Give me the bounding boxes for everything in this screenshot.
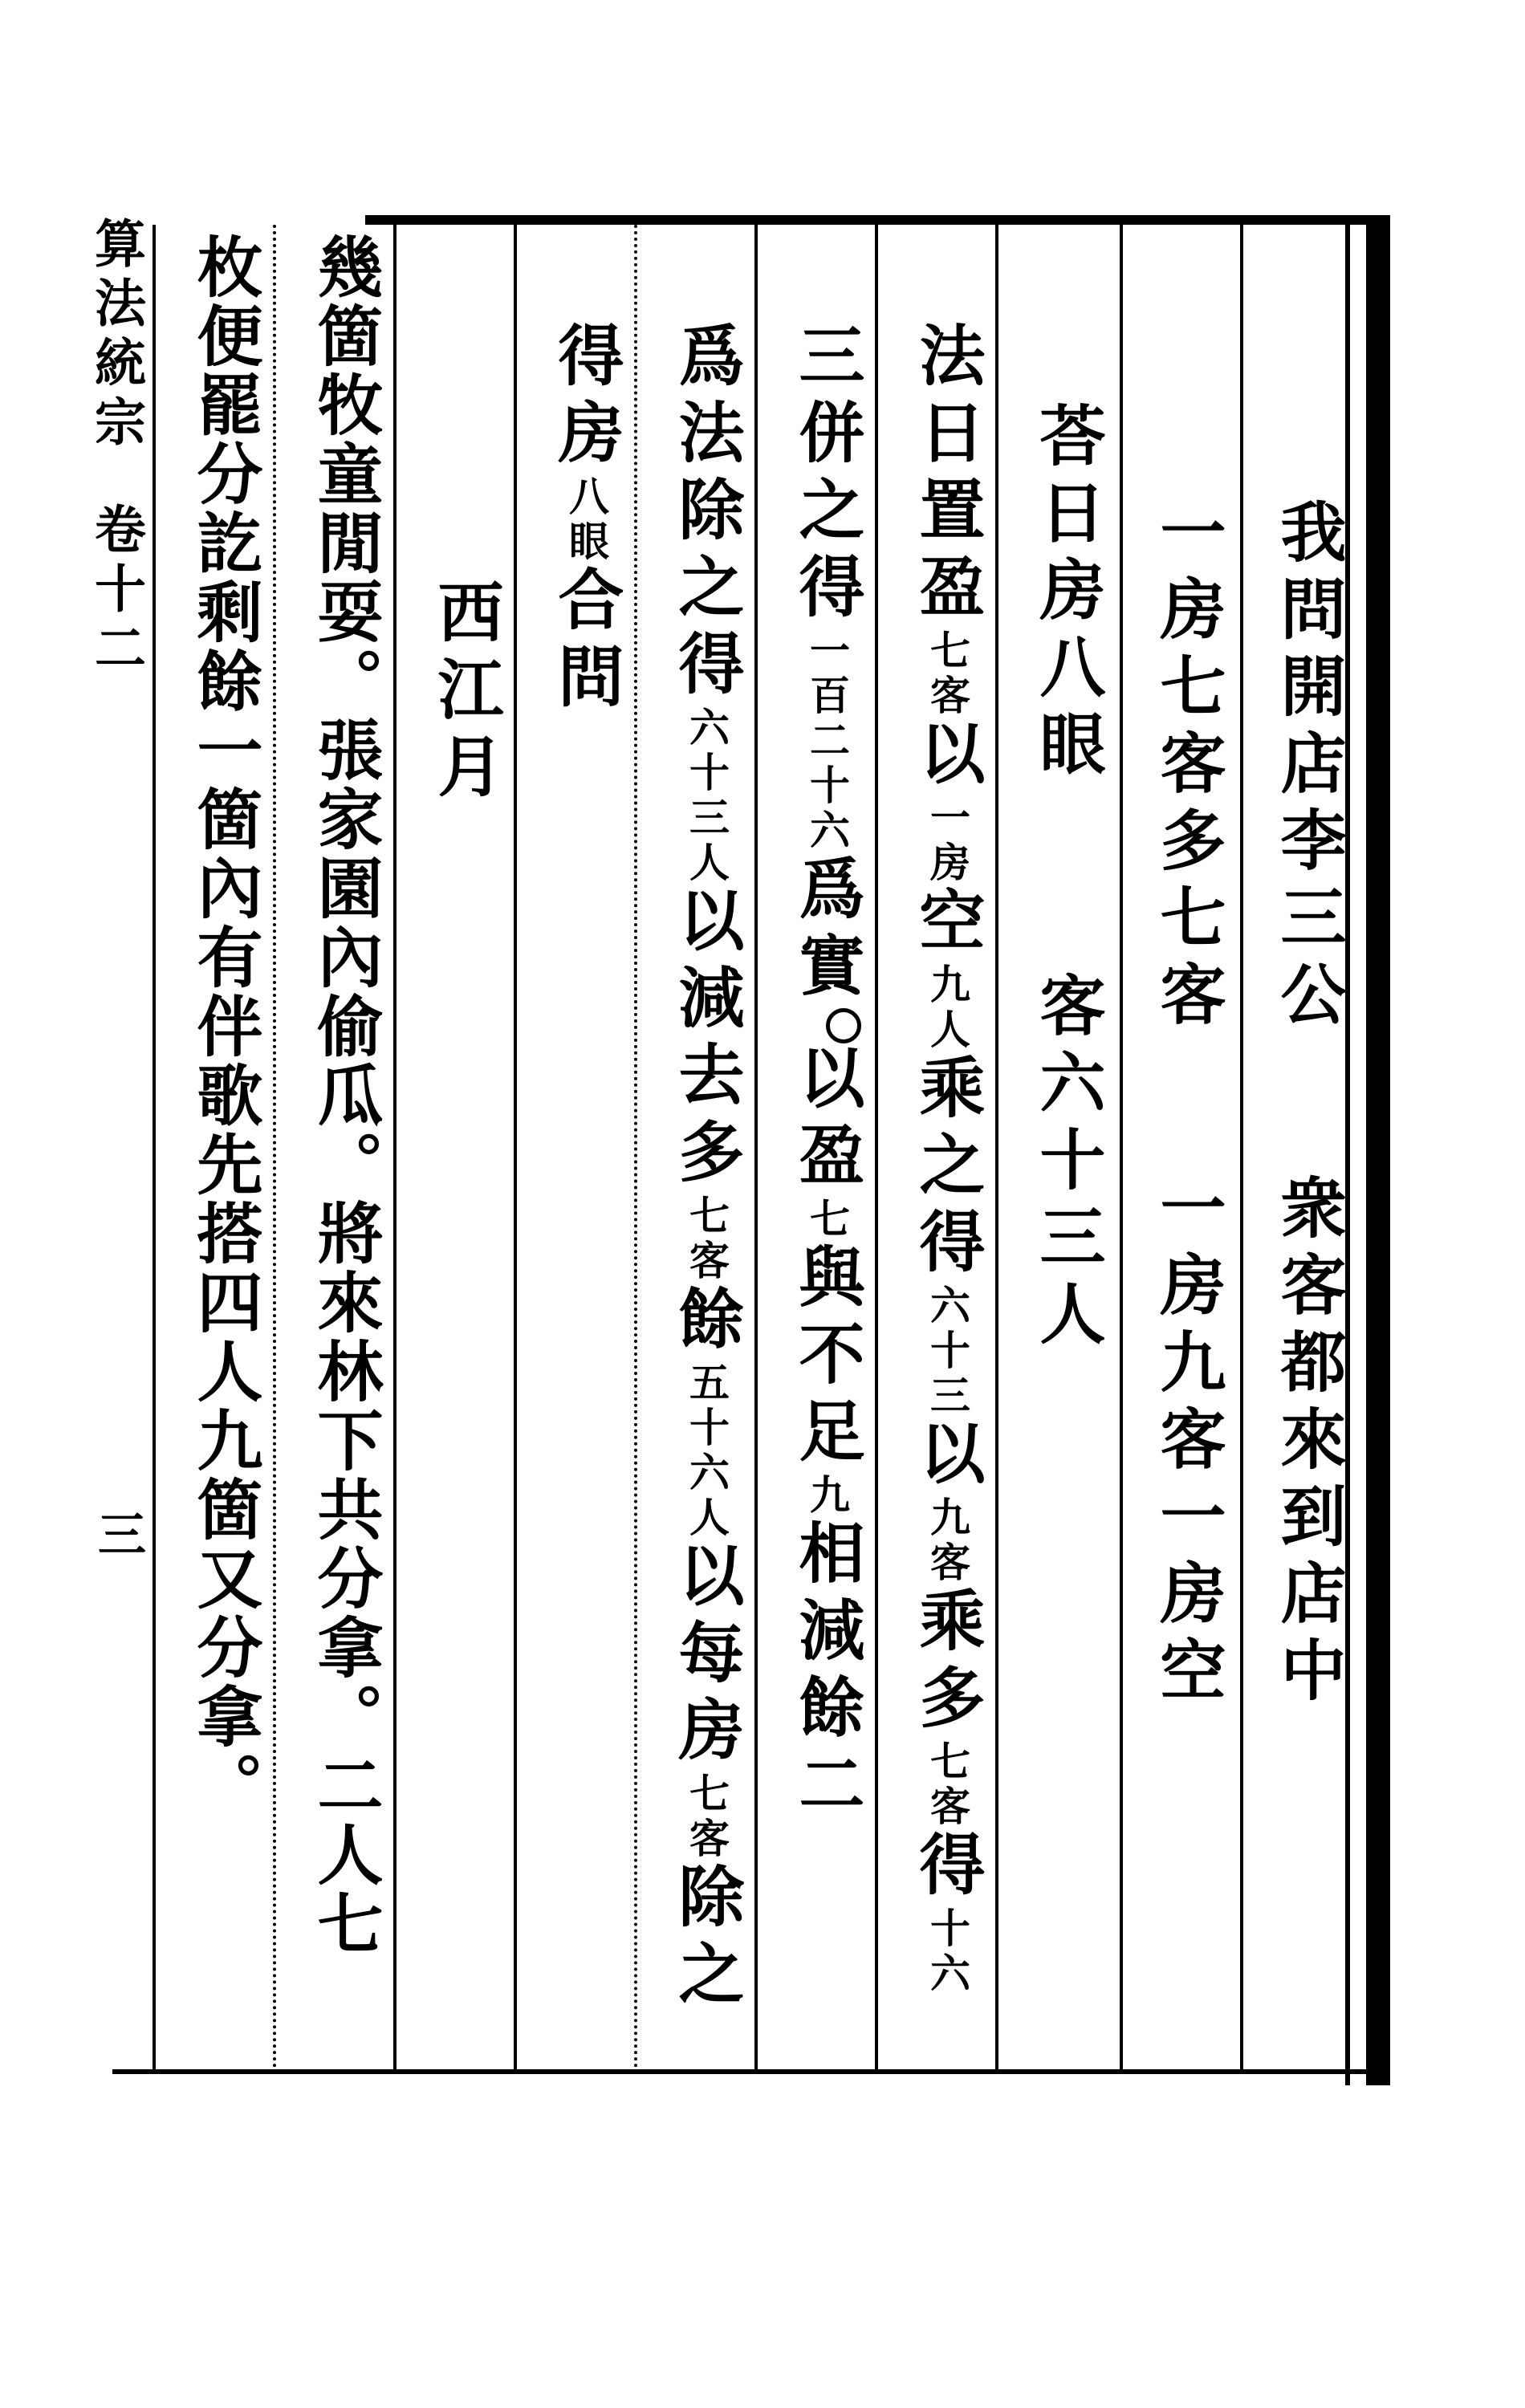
circle-mark xyxy=(826,1008,861,1043)
text-column-8 xyxy=(421,578,510,809)
page-number: 三 xyxy=(90,1509,146,1557)
column-text: 以減去多 xyxy=(668,886,745,1194)
column-text: 荅日房八眼 xyxy=(1029,401,1106,787)
text-column-2 xyxy=(1144,498,1232,1713)
column-rule xyxy=(634,225,637,2069)
column-text: 除之 xyxy=(668,1862,745,2016)
column-text: 幾箇牧童閒耍。張家園內偷瓜。將來林下共分拿。二人七 xyxy=(307,233,384,1959)
frame-right-border xyxy=(1366,215,1390,2085)
column-rule xyxy=(995,225,998,2069)
annotation-note: 七客 xyxy=(924,1740,971,1830)
text-column-1 xyxy=(1264,498,1352,1713)
column-text: 餘 xyxy=(668,1284,745,1361)
column-rule xyxy=(273,225,276,2069)
annotation-note: 六十三 xyxy=(924,1284,971,1419)
column-text: 三併之得 xyxy=(788,321,865,629)
column-text: 一房七客多七客 xyxy=(1149,498,1226,1037)
column-text: 爲實 xyxy=(788,854,865,1008)
annotation-note: 五十六人 xyxy=(683,1361,730,1541)
column-text: 得 xyxy=(909,1830,986,1907)
column-rule xyxy=(1120,225,1123,2069)
gutter-volume: 卷十二 xyxy=(86,502,146,681)
column-text: 以盈 xyxy=(788,1043,865,1198)
column-text: 以每房 xyxy=(668,1541,745,1772)
column-text: 相減餘二 xyxy=(788,1519,865,1827)
text-column-9 xyxy=(301,233,389,1959)
column-rule xyxy=(514,225,517,2069)
column-text: 客六十三人 xyxy=(1029,971,1106,1357)
column-text: 爲法除之得 xyxy=(668,321,745,706)
text-column-4 xyxy=(903,321,991,1997)
column-text: 以 xyxy=(909,1419,986,1496)
annotation-note: 七客 xyxy=(683,1194,730,1284)
column-rule xyxy=(754,225,758,2069)
frame-bottom-border xyxy=(112,2069,1390,2074)
column-text: 我問開店李三公 xyxy=(1270,498,1347,1037)
annotation-note: 一百二十六 xyxy=(803,629,851,854)
column-text: 法日置盈 xyxy=(909,321,986,629)
column-text: 與不足 xyxy=(788,1243,865,1474)
column-rule xyxy=(1240,225,1243,2069)
annotation-note: 九客 xyxy=(924,1496,971,1586)
annotation-note: 九 xyxy=(803,1474,851,1519)
text-column-6 xyxy=(662,321,750,2016)
column-text: 空 xyxy=(909,886,986,963)
column-rule xyxy=(875,225,878,2069)
column-text: 枚便罷分訖剩餘一箇內有伴歌先搭四人九箇又分拿。 xyxy=(186,233,263,1820)
annotation-note: 七客 xyxy=(924,629,971,719)
column-text: 乘多 xyxy=(909,1586,986,1740)
text-column-5 xyxy=(783,321,871,1827)
column-rule xyxy=(152,225,156,2069)
text-column-3 xyxy=(1023,401,1112,1357)
annotation-note: 十六 xyxy=(924,1907,971,1997)
gutter-book-title: 算法統宗 xyxy=(86,217,146,454)
column-text: 以 xyxy=(909,719,986,796)
column-text: 一房九客一房空 xyxy=(1149,1173,1226,1713)
column-text: 乘之得 xyxy=(909,1053,986,1284)
annotation-note: 七客 xyxy=(683,1772,730,1862)
column-text: 衆客都來到店中 xyxy=(1270,1173,1347,1713)
column-text: 合問 xyxy=(547,565,624,719)
gutter-page-number xyxy=(90,1509,152,1557)
text-column-10 xyxy=(181,233,269,1820)
annotation-note: 一房 xyxy=(924,796,971,886)
frame-top-border xyxy=(365,215,1390,225)
annotation-note: 九人 xyxy=(924,963,971,1053)
annotation-note: 八眼 xyxy=(563,475,610,565)
annotation-note: 七 xyxy=(803,1198,851,1243)
text-column-7 xyxy=(542,321,630,719)
gutter-title xyxy=(86,217,152,681)
section-title: 西江月 xyxy=(427,578,504,809)
column-text: 得房 xyxy=(547,321,624,475)
annotation-note: 六十三人 xyxy=(683,706,730,886)
column-rule xyxy=(393,225,396,2069)
